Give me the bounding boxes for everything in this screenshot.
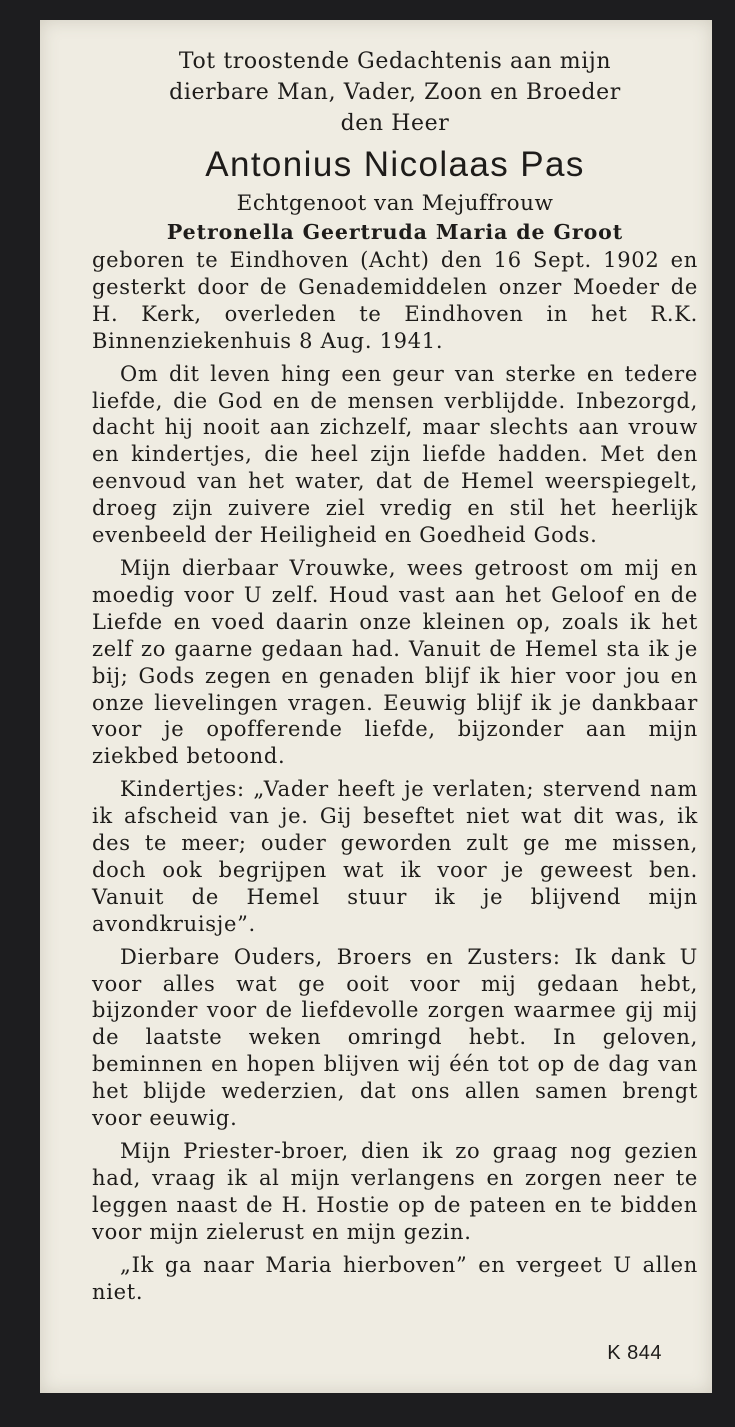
paragraph-priest-brother: Mijn Priester-broer, dien ik zo graag nog gezien had, vraag ik al mijn verlangens en zorgen neer te leggen naast de H. Hostie op de pateen en te bidden voor mijn zielerust en mijn gezin.	[92, 1139, 698, 1244]
paragraph-children: Kindertjes: „Vader heeft je verlaten; stervend nam ik afscheid van je. Gij beseftet niet wat dit was, ik des te meer; ouder geworden zult ge me missen, doch ook begrijpen wat ik voor je geweest ben. Vanuit de Hemel stuur ik je blijvend mijn avondkruisje”.	[92, 777, 698, 936]
header-line-2: dierbare Man, Vader, Zoon en Broeder	[169, 80, 621, 105]
header-line-3: den Heer	[340, 111, 450, 136]
paragraph-life: Om dit leven hing een geur van sterke en tedere liefde, die God en de mensen verblijdde. Inbezorgd, dacht hij nooit aan zichzelf, maar slechts aan vrouw en kindertjes, die heel zijn liefde hadden. Met den eenvoud van het water, dat de Hemel weerspiegelt, droeg zijn zuivere ziel vredig en stil het heerlijk evenbeeld der Heiligheid en Goedheid Gods.	[92, 361, 698, 548]
print-code: K 844	[607, 1342, 662, 1364]
paragraph-family: Dierbare Ouders, Broers en Zusters: Ik dank U voor alles wat ge ooit voor mij gedaan hebt, bijzonder voor de liefdevolle zorgen waarmee gij mij de laatste weken omringd hebt. In geloven, beminnen en hopen blijven wij één tot op de dag van het blijde wederzien, dat ons allen samen brengt voor eeuwig.	[92, 944, 698, 1131]
header-line-1: Tot troostende Gedachtenis aan mijn	[178, 49, 612, 74]
spouse-name: Petronella Geertruda Maria de Groot	[166, 220, 624, 244]
card-paper	[40, 20, 712, 1393]
paragraph-wife: Mijn dierbaar Vrouwke, wees getroost om mij en moedig voor U zelf. Houd vast aan het Geloof en de Liefde en voed daarin onze kleinen op, zoals ik het zelf zo gaarne gedaan had. Vanuit de Hemel sta ik je bij; Gods zegen en genaden blijf ik hier voor jou en onze lievelingen vragen. Eeuwig blijf ik je dankbaar voor je opofferende liefde, bijzonder aan mijn ziekbed betoond.	[92, 555, 698, 769]
paragraph-closing: „Ik ga naar Maria hierboven” en vergeet U allen niet.	[92, 1252, 698, 1304]
deceased-name: Antonius Nicolaas Pas	[205, 145, 585, 184]
birth-death-intro: geboren te Eindhoven (Acht) den 16 Sept. 1902 en gesterkt door de Genademiddelen onzer Moeder de H. Kerk, overleden te Eindhoven in het R.K. Binnenziekenhuis 8 Aug. 1941.	[92, 248, 698, 353]
card-text	[92, 46, 698, 1305]
spouse-label: Echtgenoot van Mejuffrouw	[236, 191, 554, 216]
